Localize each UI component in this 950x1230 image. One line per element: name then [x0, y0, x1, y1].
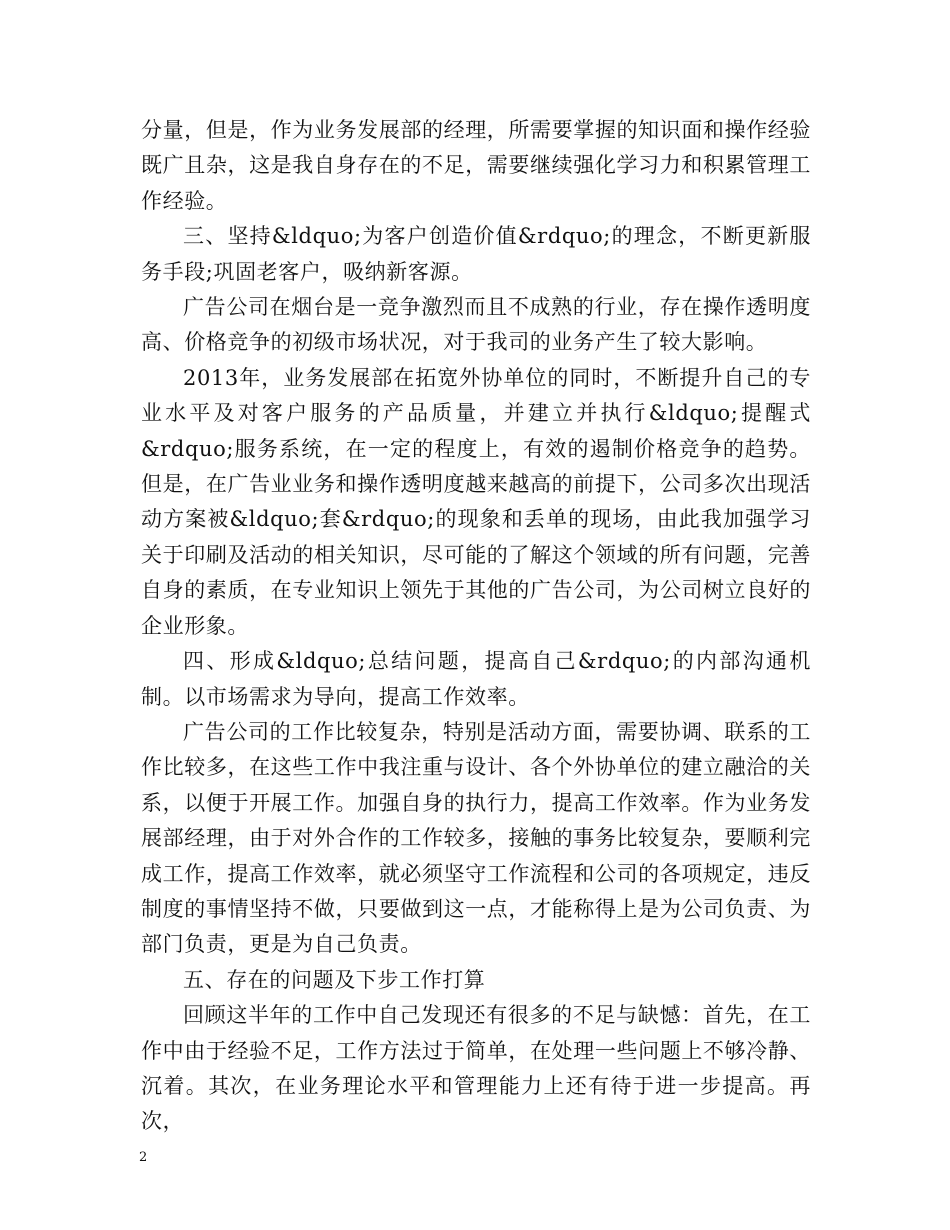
- paragraph: 三、坚持&ldquo;为客户创造价值&rdquo;的理念，不断更新服务手段;巩固老客户，吸纳新客源。: [141, 224, 811, 284]
- body-text: [141, 113, 811, 1140]
- paragraph: 五、存在的问题及下步工作打算: [183, 967, 486, 992]
- paragraph: 分量，但是，作为业务发展部的经理，所需要掌握的知识面和操作经验既广且杂，这是我自身存在的不足，需要继续强化学习力和积累管理工作经验。: [141, 118, 811, 213]
- paragraph: 回顾这半年的工作中自己发现还有很多的不足与缺憾：首先，在工作中由于经验不足，工作方法过于简单，在处理一些问题上不够冷静、沉着。其次，在业务理论水平和管理能力上还有待于进一步提高。再次，: [141, 1003, 811, 1134]
- page-number: 2: [139, 1150, 148, 1165]
- paragraph: 广告公司在烟台是一竞争激烈而且不成熟的行业，存在操作透明度高、价格竞争的初级市场状况，对于我司的业务产生了较大影响。: [141, 295, 811, 355]
- paragraph: 2013年，业务发展部在拓宽外协单位的同时，不断提升自己的专业水平及对客户服务的产品质量，并建立并执行&ldquo;提醒式&rdquo;服务系统，在一定的程度上，有效的遏制价格竞争的趋势。但是，在广告业业务和操作透明度越来越高的前提下，公司多次出现活动方案被&ldquo;套&rdquo;的现象和丢单的现场，由此我加强学习关于印刷及活动的相关知识，尽可能的了解这个领域的所有问题，完善自身的素质，在专业知识上领先于其他的广告公司，为公司树立良好的企业形象。: [141, 365, 811, 638]
- paragraph: 广告公司的工作比较复杂，特别是活动方面，需要协调、联系的工作比较多，在这些工作中我注重与设计、各个外协单位的建立融洽的关系，以便于开展工作。加强自身的执行力，提高工作效率。作为业务发展部经理，由于对外合作的工作较多，接触的事务比较复杂，要顺利完成工作，提高工作效率，就必须坚守工作流程和公司的各项规定，违反制度的事情坚持不做，只要做到这一点，才能称得上是为公司负责、为部门负责，更是为自己负责。: [141, 719, 811, 957]
- paragraph: 四、形成&ldquo;总结问题，提高自己&rdquo;的内部沟通机制。以市场需求为导向，提高工作效率。: [141, 649, 811, 709]
